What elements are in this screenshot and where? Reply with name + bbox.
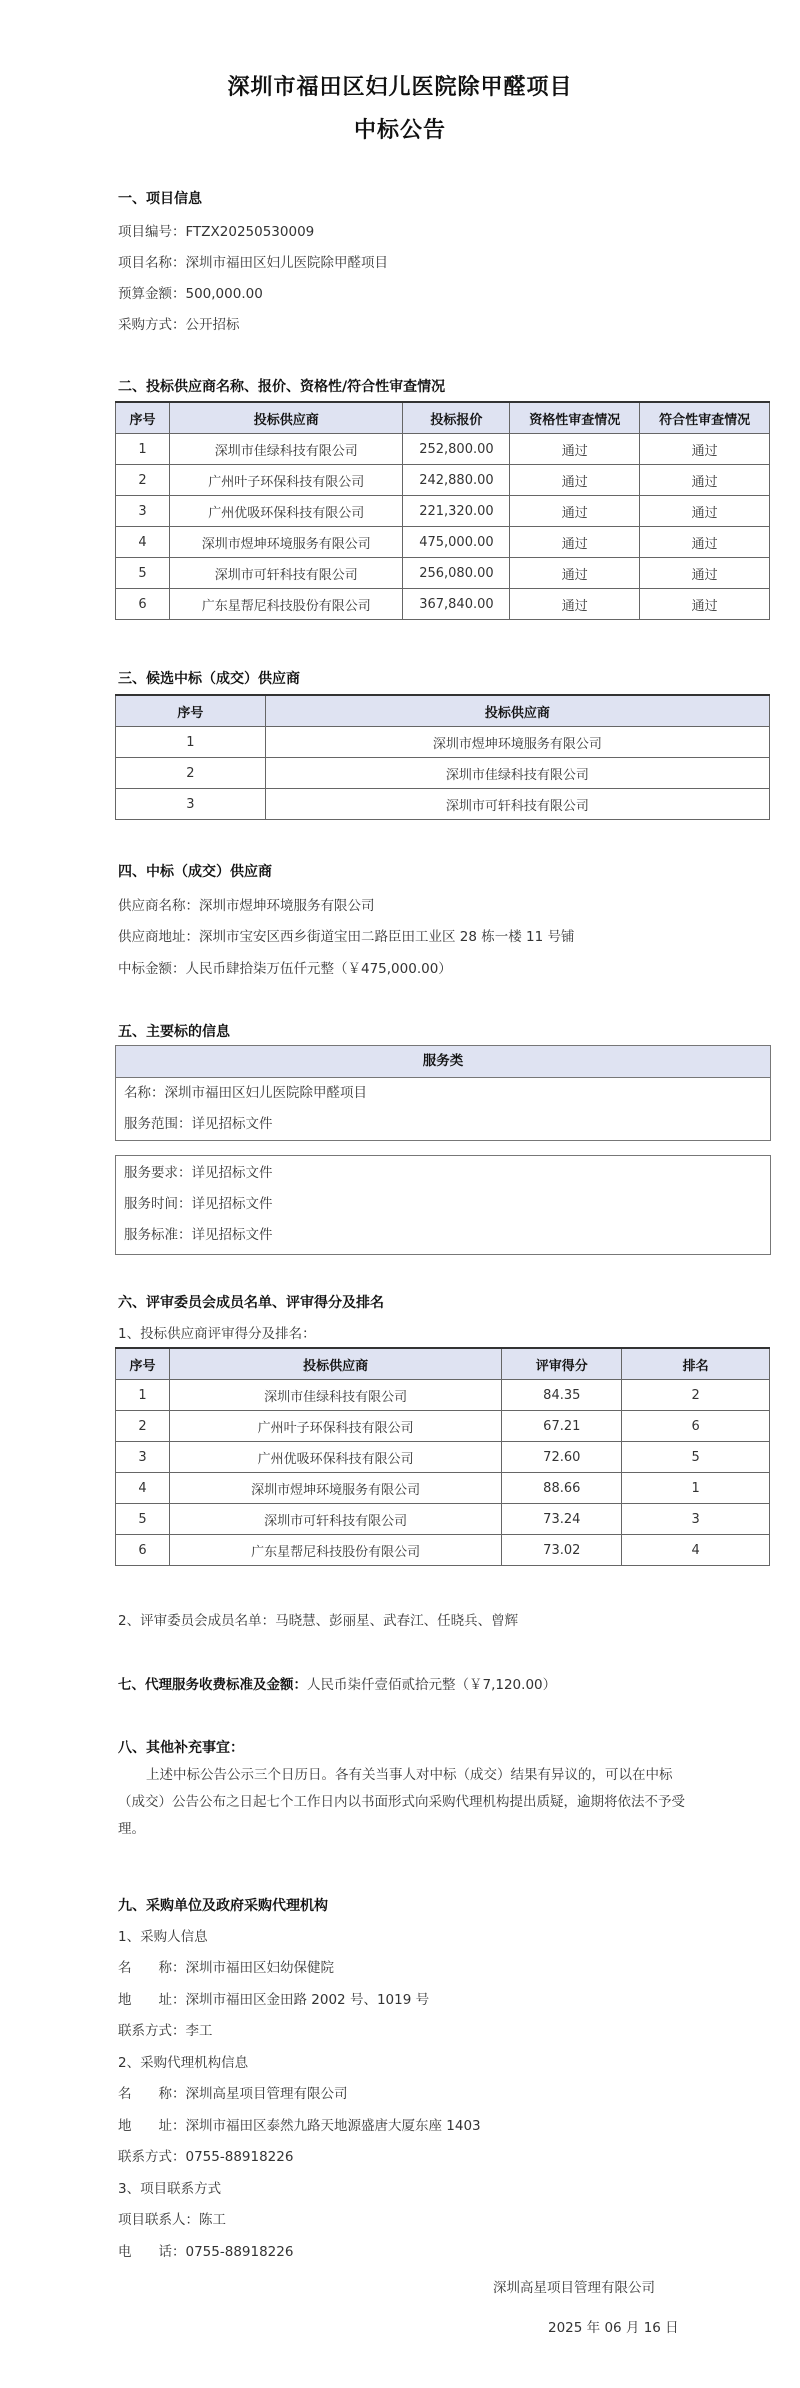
table-row xyxy=(116,1380,770,1411)
service-detail-box xyxy=(115,1155,771,1255)
cell-rank: 4 xyxy=(622,1535,770,1566)
cell-rank: 2 xyxy=(622,1380,770,1411)
section-8-heading: 八、其他补充事宜： xyxy=(118,1740,244,1756)
cell-score: 84.35 xyxy=(502,1380,622,1411)
cell-conformity: 通过 xyxy=(640,527,770,558)
cell-qualification: 通过 xyxy=(510,527,640,558)
service-name: 名称：深圳市福田区妇儿医院除甲醛项目 xyxy=(124,1085,367,1101)
cell-supplier: 深圳市可轩科技有限公司 xyxy=(265,789,769,820)
cell-supplier: 深圳市可轩科技有限公司 xyxy=(169,558,403,589)
service-requirement: 服务要求：详见招标文件 xyxy=(124,1165,273,1181)
cell-score: 73.02 xyxy=(502,1535,622,1566)
table-header-row xyxy=(116,695,770,727)
cell-no: 6 xyxy=(116,1535,170,1566)
cell-supplier: 广州优吸环保科技有限公司 xyxy=(169,496,403,527)
purchaser-address: 地 址：深圳市福田区金田路 2002 号、1019 号 xyxy=(118,1992,430,2008)
cell-score: 88.66 xyxy=(502,1473,622,1504)
cell-score: 73.24 xyxy=(502,1504,622,1535)
cell-qualification: 通过 xyxy=(510,434,640,465)
cell-no: 2 xyxy=(116,1411,170,1442)
cell-supplier: 深圳市煜坤环境服务有限公司 xyxy=(169,527,403,558)
table-header-row xyxy=(116,1348,770,1380)
col-header-conformity: 符合性审查情况 xyxy=(640,402,770,434)
section-3-heading: 三、候选中标（成交）供应商 xyxy=(118,671,300,687)
cell-supplier: 广州叶子环保科技有限公司 xyxy=(169,1411,501,1442)
table-row xyxy=(116,558,770,589)
score-ranking-table xyxy=(115,1347,770,1566)
project-phone: 电 话：0755-88918226 xyxy=(118,2244,294,2260)
section-2-heading: 二、投标供应商名称、报价、资格性/符合性审查情况 xyxy=(118,379,446,395)
cell-rank: 5 xyxy=(622,1442,770,1473)
service-category-header: 服务类 xyxy=(116,1046,770,1078)
winner-name: 供应商名称：深圳市煜坤环境服务有限公司 xyxy=(118,898,375,914)
cell-price: 242,880.00 xyxy=(403,465,510,496)
table-row xyxy=(116,465,770,496)
table-row xyxy=(116,1411,770,1442)
project-number: 项目编号：FTZX20250530009 xyxy=(118,224,315,240)
cell-conformity: 通过 xyxy=(640,558,770,589)
cell-price: 475,000.00 xyxy=(403,527,510,558)
col-header-no: 序号 xyxy=(116,1348,170,1380)
review-committee-members: 2、评审委员会成员名单：马晓慧、彭丽星、武春江、任晓兵、曾辉 xyxy=(118,1613,519,1629)
service-standard: 服务标准：详见招标文件 xyxy=(124,1227,273,1243)
cell-no: 5 xyxy=(116,1504,170,1535)
col-header-score: 评审得分 xyxy=(502,1348,622,1380)
supplementary-notes xyxy=(118,1762,690,1843)
section-7-heading: 七、代理服务收费标准及金额： xyxy=(118,1677,307,1693)
cell-conformity: 通过 xyxy=(640,589,770,620)
table-row xyxy=(116,527,770,558)
cell-no: 4 xyxy=(116,1473,170,1504)
cell-qualification: 通过 xyxy=(510,465,640,496)
document-title: 深圳市福田区妇儿医院除甲醛项目 xyxy=(227,74,573,100)
cell-rank: 3 xyxy=(622,1504,770,1535)
table-row xyxy=(116,1442,770,1473)
agency-contact: 联系方式：0755-88918226 xyxy=(118,2149,294,2165)
section-7-line xyxy=(118,1673,556,1693)
winner-address: 供应商地址：深圳市宝安区西乡街道宝田二路臣田工业区 28 栋一楼 11 号铺 xyxy=(118,929,575,945)
cell-qualification: 通过 xyxy=(510,496,640,527)
section-1-heading: 一、项目信息 xyxy=(118,191,202,207)
cell-rank: 6 xyxy=(622,1411,770,1442)
section-4-heading: 四、中标（成交）供应商 xyxy=(118,864,272,880)
cell-supplier: 深圳市佳绿科技有限公司 xyxy=(169,1380,501,1411)
winning-amount: 中标金额：人民币肆拾柒万伍仟元整（￥475,000.00） xyxy=(118,961,452,977)
project-name: 项目名称：深圳市福田区妇儿医院除甲醛项目 xyxy=(118,255,388,271)
service-time: 服务时间：详见招标文件 xyxy=(124,1196,273,1212)
supplementary-notes-text: 上述中标公告公示三个日历日。各有关当事人对中标（成交）结果有异议的，可以在中标（成交）公告公布之日起七个工作日内以书面形式向采购代理机构提出质疑，逾期将依法不予受理。 xyxy=(118,1767,685,1837)
table-row xyxy=(116,1504,770,1535)
col-header-qualification: 资格性审查情况 xyxy=(510,402,640,434)
cell-supplier: 广东星帮尼科技股份有限公司 xyxy=(169,1535,501,1566)
cell-score: 67.21 xyxy=(502,1411,622,1442)
document-subtitle: 中标公告 xyxy=(353,117,446,143)
cell-no: 3 xyxy=(116,789,266,820)
cell-no: 3 xyxy=(116,1442,170,1473)
signature-date: 2025 年 06 月 16 日 xyxy=(548,2320,679,2336)
cell-price: 252,800.00 xyxy=(403,434,510,465)
section-6-heading: 六、评审委员会成员名单、评审得分及排名 xyxy=(118,1295,384,1311)
cell-no: 2 xyxy=(116,758,266,789)
service-info-box xyxy=(115,1045,771,1141)
cell-no: 1 xyxy=(116,434,170,465)
project-contact-person: 项目联系人：陈工 xyxy=(118,2212,226,2228)
purchaser-info-title: 1、采购人信息 xyxy=(118,1929,208,1945)
purchaser-name: 名 称：深圳市福田区妇幼保健院 xyxy=(118,1960,334,1976)
cell-qualification: 通过 xyxy=(510,589,640,620)
table-row xyxy=(116,589,770,620)
cell-no: 5 xyxy=(116,558,170,589)
cell-no: 1 xyxy=(116,727,266,758)
section-5-heading: 五、主要标的信息 xyxy=(118,1024,230,1040)
agency-info-title: 2、采购代理机构信息 xyxy=(118,2055,249,2071)
agency-address: 地 址：深圳市福田区泰然九路天地源盛唐大厦东座 1403 xyxy=(118,2118,481,2134)
col-header-no: 序号 xyxy=(116,402,170,434)
agency-fee-amount: 人民币柒仟壹佰贰拾元整（￥7,120.00） xyxy=(307,1677,557,1693)
cell-supplier: 深圳市煜坤环境服务有限公司 xyxy=(265,727,769,758)
col-header-supplier: 投标供应商 xyxy=(169,402,403,434)
table-row xyxy=(116,758,770,789)
cell-conformity: 通过 xyxy=(640,434,770,465)
score-table-caption: 1、投标供应商评审得分及排名： xyxy=(118,1326,316,1342)
cell-no: 2 xyxy=(116,465,170,496)
candidate-table xyxy=(115,694,770,820)
col-header-bid-price: 投标报价 xyxy=(403,402,510,434)
col-header-no: 序号 xyxy=(116,695,266,727)
col-header-supplier: 投标供应商 xyxy=(265,695,769,727)
signature-company: 深圳高星项目管理有限公司 xyxy=(493,2280,655,2296)
cell-price: 221,320.00 xyxy=(403,496,510,527)
col-header-rank: 排名 xyxy=(622,1348,770,1380)
table-row xyxy=(116,789,770,820)
procurement-method: 采购方式：公开招标 xyxy=(118,317,240,333)
table-row xyxy=(116,496,770,527)
cell-rank: 1 xyxy=(622,1473,770,1504)
purchaser-contact: 联系方式：李工 xyxy=(118,2023,213,2039)
agency-name: 名 称：深圳高星项目管理有限公司 xyxy=(118,2086,348,2102)
cell-score: 72.60 xyxy=(502,1442,622,1473)
table-row xyxy=(116,1535,770,1566)
table-row xyxy=(116,434,770,465)
cell-no: 4 xyxy=(116,527,170,558)
bid-review-table xyxy=(115,401,770,620)
cell-supplier: 深圳市煜坤环境服务有限公司 xyxy=(169,1473,501,1504)
table-row xyxy=(116,727,770,758)
section-9-heading: 九、采购单位及政府采购代理机构 xyxy=(118,1898,328,1914)
cell-no: 1 xyxy=(116,1380,170,1411)
cell-conformity: 通过 xyxy=(640,465,770,496)
cell-supplier: 深圳市佳绿科技有限公司 xyxy=(265,758,769,789)
project-contact-title: 3、项目联系方式 xyxy=(118,2181,222,2197)
cell-supplier: 广州叶子环保科技有限公司 xyxy=(169,465,403,496)
cell-no: 3 xyxy=(116,496,170,527)
cell-conformity: 通过 xyxy=(640,496,770,527)
cell-supplier: 广州优吸环保科技有限公司 xyxy=(169,1442,501,1473)
cell-supplier: 广东星帮尼科技股份有限公司 xyxy=(169,589,403,620)
cell-price: 256,080.00 xyxy=(403,558,510,589)
budget-amount: 预算金额：500,000.00 xyxy=(118,286,263,302)
table-header-row xyxy=(116,402,770,434)
col-header-supplier: 投标供应商 xyxy=(169,1348,501,1380)
cell-supplier: 深圳市可轩科技有限公司 xyxy=(169,1504,501,1535)
cell-qualification: 通过 xyxy=(510,558,640,589)
cell-price: 367,840.00 xyxy=(403,589,510,620)
table-row xyxy=(116,1473,770,1504)
cell-supplier: 深圳市佳绿科技有限公司 xyxy=(169,434,403,465)
cell-no: 6 xyxy=(116,589,170,620)
service-scope: 服务范围：详见招标文件 xyxy=(124,1116,273,1132)
